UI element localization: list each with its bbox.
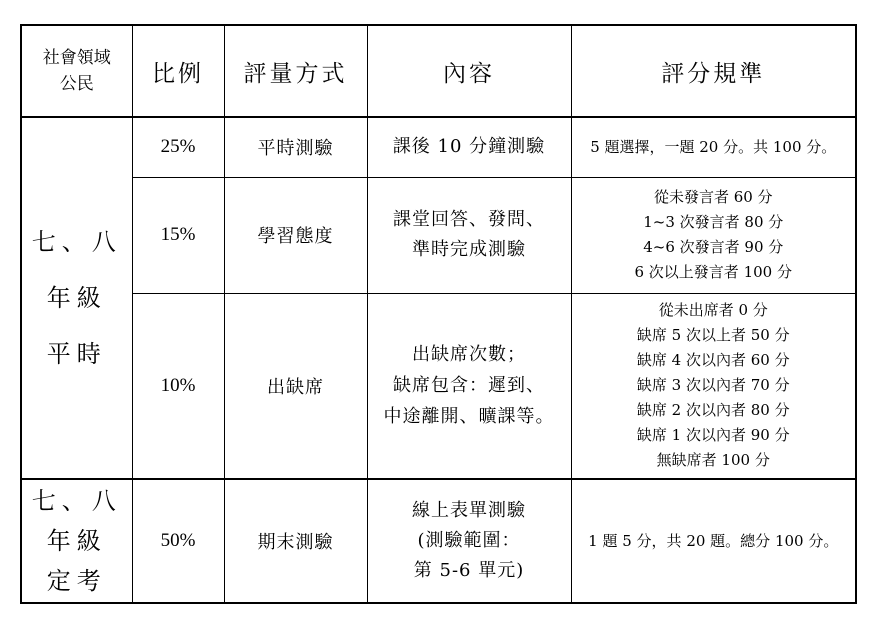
criteria-cell: 從未發言者 60 分 1~3 次發言者 80 分 4~6 次發言者 90 分 6 次以上發言者 100 分 xyxy=(571,177,856,293)
method-cell: 學習態度 xyxy=(224,177,367,293)
header-criteria: 評分規準 xyxy=(571,25,856,117)
ratio-cell: 50% xyxy=(132,479,224,603)
method-cell: 平時測驗 xyxy=(224,117,367,177)
group-label-exam: 七、八 年級 定考 xyxy=(21,479,132,603)
grading-table xyxy=(20,24,857,604)
header-domain: 社會領域 公民 xyxy=(21,25,132,117)
method-cell: 期末測驗 xyxy=(224,479,367,603)
table-row xyxy=(21,177,856,293)
criteria-cell: 5 題選擇，一題 20 分。共 100 分。 xyxy=(571,117,856,177)
ratio-cell: 25% xyxy=(132,117,224,177)
header-method: 評量方式 xyxy=(224,25,367,117)
criteria-cell: 從未出席者 0 分 缺席 5 次以上者 50 分 缺席 4 次以內者 60 分 缺席 3 次以內者 70 分 缺席 2 次以內者 80 分 缺席 1 次以內者 90 分 無缺席者 100 分 xyxy=(571,293,856,479)
header-row xyxy=(21,25,856,117)
method-cell: 出缺席 xyxy=(224,293,367,479)
table-row xyxy=(21,117,856,177)
table-row xyxy=(21,293,856,479)
content-cell: 課堂回答、發問、 準時完成測驗 xyxy=(367,177,571,293)
table-row xyxy=(21,479,856,603)
content-cell: 線上表單測驗 (測驗範圍： 第 5-6 單元) xyxy=(367,479,571,603)
ratio-cell: 15% xyxy=(132,177,224,293)
header-ratio: 比例 xyxy=(132,25,224,117)
content-cell: 出缺席次數； 缺席包含：遲到、 中途離開、曠課等。 xyxy=(367,293,571,479)
criteria-cell: 1 題 5 分，共 20 題。總分 100 分。 xyxy=(571,479,856,603)
group-label-regular: 七、八 年級 平時 xyxy=(21,117,132,479)
header-content: 內容 xyxy=(367,25,571,117)
ratio-cell: 10% xyxy=(132,293,224,479)
content-cell: 課後 10 分鐘測驗 xyxy=(367,117,571,177)
